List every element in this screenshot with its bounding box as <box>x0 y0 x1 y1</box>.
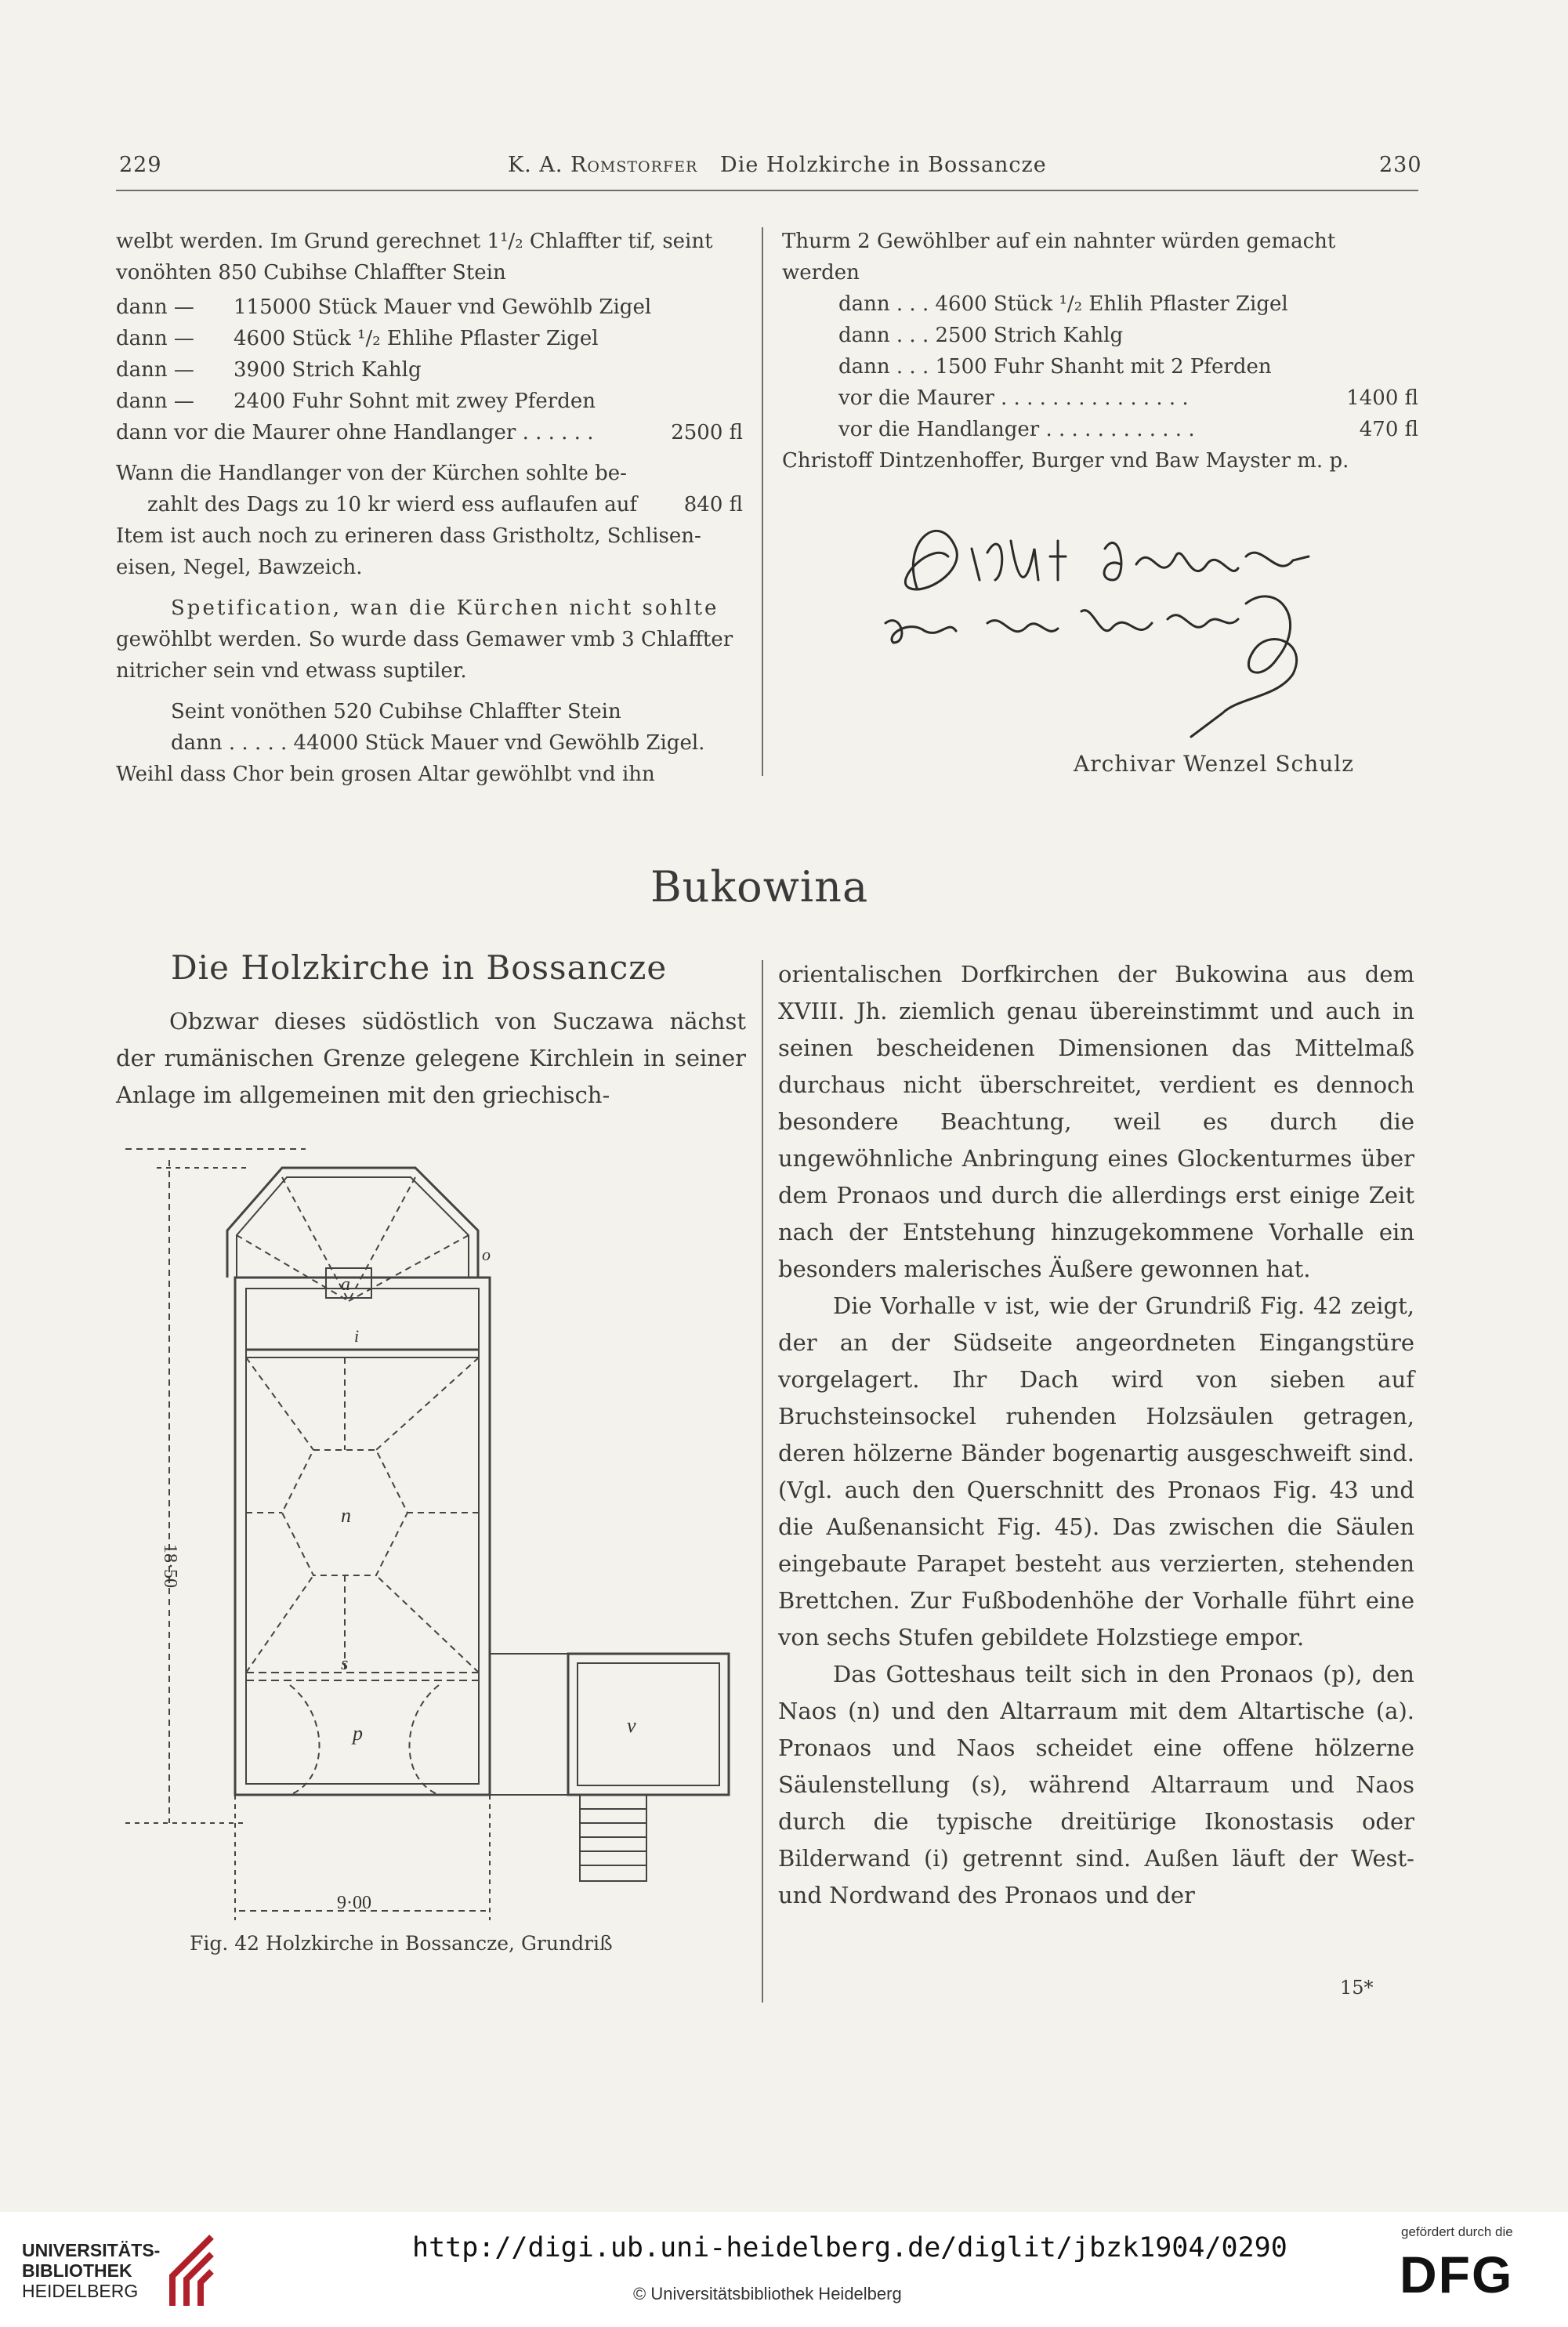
dfg-logo: DFG <box>1400 2245 1514 2303</box>
spec-line-2: gewöhlbt werden. So wurde dass Gemawer vmb 3 Chlaffter <box>116 628 733 651</box>
paragraph: orientalischen Dorfkirchen der Bukowina aus dem XVIII. Jh. ziemlich genau übereinstimmt und auch in seinen bescheidenen Dimensionen das Mittelmaß durchaus nicht überschreitet, verdient es dennoch besondere Beachtung, weil es durch die ungewöhnliche Anbringung eines Glockenturmes über dem Pronaos und durch die allerdings erst einige Zeit nach der Entstehung hinzugekommene Vorhalle ein besonders malerisches Äußere gewonnen hat. <box>778 961 1414 1282</box>
copyright-notice: © Universitätsbibliothek Heidelberg <box>633 2284 902 2303</box>
label-o: o <box>482 1245 491 1264</box>
label-s: s <box>341 1654 349 1674</box>
page-number-left: 229 <box>119 153 162 177</box>
list-item: dann — 2400 Fuhr Sohnt mit zwey Pferden <box>116 390 596 413</box>
label-v: v <box>627 1714 636 1737</box>
handwritten-signature <box>870 494 1340 745</box>
signature-text-line: Christoff Dintzenhoffer, Burger vnd Baw Mayster m. p. <box>782 449 1349 473</box>
article-right-column <box>778 956 1414 1914</box>
left-column <box>116 226 743 790</box>
dim-height-label: 18·50 <box>160 1544 180 1588</box>
right-line-2: werden <box>782 261 860 285</box>
library-logo-icon <box>157 2231 219 2309</box>
left-line-1: welbt werden. Im Grund gerechnet 1¹/₂ Chlaffter tif, seint <box>116 230 713 253</box>
page-number-right: 230 <box>1379 153 1422 177</box>
paragraph: Das Gotteshaus teilt sich in den Pronaos (p), den Naos (n) und den Altarraum mit dem Altartische (a). Pronaos und Naos scheidet eine offene hölzerne Säulenstellung (s), während Altarraum und Naos durch die typische dreitürige Ikonostasis oder Bilderwand (i) getrennt sind. Außen läuft der West- und Nordwand des Pronaos und der <box>778 1661 1414 1908</box>
list-item: dann . . . 4600 Stück ¹/₂ Ehlih Pflaster Zigel <box>838 292 1288 316</box>
dann-vor-line: dann vor die Maurer ohne Handlanger . . . . . . 2500 fl <box>116 421 743 444</box>
label-n: n <box>341 1504 351 1527</box>
spec-line-3: nitricher sein vnd etwass suptiler. <box>116 659 467 683</box>
label-i: i <box>354 1326 360 1346</box>
para2-line-1: Wann die Handlanger von der Kürchen sohlte be- <box>116 462 627 485</box>
section-title: Bukowina <box>650 862 869 912</box>
header-rule <box>116 190 1418 191</box>
para2-line-2: zahlt des Dags zu 10 kr wierd ess auflaufen auf 840 fl <box>147 493 743 517</box>
column-divider-top <box>762 227 763 776</box>
weihl-line: Weihl dass Chor bein grosen Altar gewöhlbt vnd ihn <box>116 763 655 786</box>
list-item: dann . . . 1500 Fuhr Shanht mit 2 Pferden <box>838 355 1272 379</box>
list-item: dann . . . 2500 Strich Kahlg <box>838 324 1124 347</box>
maurer-line: vor die Maurer . . . . . . . . . . . . . . . 1400 fl <box>838 386 1418 410</box>
label-p: p <box>353 1722 363 1745</box>
list-item: dann — 4600 Stück ¹/₂ Ehlihe Pflaster Zigel <box>116 327 599 350</box>
dann-line: dann . . . . . 44000 Stück Mauer vnd Gewöhlb Zigel. <box>171 731 705 755</box>
right-line-1: Thurm 2 Gewöhlber auf ein nahnter würden gemacht <box>782 230 1336 253</box>
running-title <box>508 153 1047 177</box>
spec-line-1: Spetification, wan die Kürchen nicht sohlte <box>171 596 719 620</box>
para2-line-4: eisen, Negel, Bawzeich. <box>116 556 363 579</box>
paragraph: Die Vorhalle v ist, wie der Grundriß Fig. 42 zeigt, der an der Südseite angeordneten Eingangstüre vorgelagert. Ihr Dach wird von sieben auf Bruchsteinsockel ruhenden Holzsäulen getragen, deren hölzerne Bänder bogenartig ausgeschweift sind. (Vgl. auch den Querschnitt des Pronaos Fig. 43 und die Außenansicht Fig. 45). Das zwischen die Säulen eingebaute Parapet besteht aus verzierten, stehenden Brettchen. Zur Fußbodenhöhe der Vorhalle führt eine von sechs Stufen gebildete Holzstiege empor. <box>778 1292 1414 1651</box>
running-title-author: K. A. Romstorfer <box>508 153 698 177</box>
archivar-name: Archivar Wenzel Schulz <box>1074 751 1354 777</box>
list-item: dann — 3900 Strich Kahlg <box>116 358 422 382</box>
funded-by-text: gefördert durch die <box>1401 2224 1513 2239</box>
handlanger-line: vor die Handlanger . . . . . . . . . . . . 470 fl <box>838 418 1418 441</box>
footer-bar <box>0 2212 1568 2327</box>
list-item: dann — 115000 Stück Mauer vnd Gewöhlb Zigel <box>116 295 652 319</box>
label-a: a <box>341 1274 350 1295</box>
article-title: Die Holzkirche in Bossancze <box>171 948 668 987</box>
floor-plan-figure <box>125 1136 752 1928</box>
signature-mark: 15* <box>1340 1977 1374 1999</box>
article-intro: Obzwar dieses südöstlich von Suczawa nächst der rumänischen Grenze gelegene Kirchlein in seiner Anlage im allgemeinen mit den griechisch- <box>116 1008 746 1108</box>
para2-line-3: Item ist auch noch zu erineren dass Gristholtz, Schlisen- <box>116 524 701 548</box>
column-divider-bottom <box>762 960 763 2003</box>
seint-line: Seint vonöthen 520 Cubihse Chlaffter Stein <box>171 700 621 723</box>
dim-width-label: 9·00 <box>337 1893 371 1913</box>
library-name: UNIVERSITÄTS- BIBLIOTHEK HEIDELBERG <box>22 2240 161 2301</box>
running-title-text: Die Holzkirche in Bossancze <box>720 153 1047 177</box>
figure-caption: Fig. 42 Holzkirche in Bossancze, Grundriß <box>190 1932 613 1955</box>
left-line-2: vonöhten 850 Cubihse Chlaffter Stein <box>116 261 506 285</box>
right-column <box>782 226 1418 477</box>
permalink-url[interactable]: http://digi.ub.uni-heidelberg.de/diglit/jbzk1904/0290 <box>412 2232 1287 2264</box>
